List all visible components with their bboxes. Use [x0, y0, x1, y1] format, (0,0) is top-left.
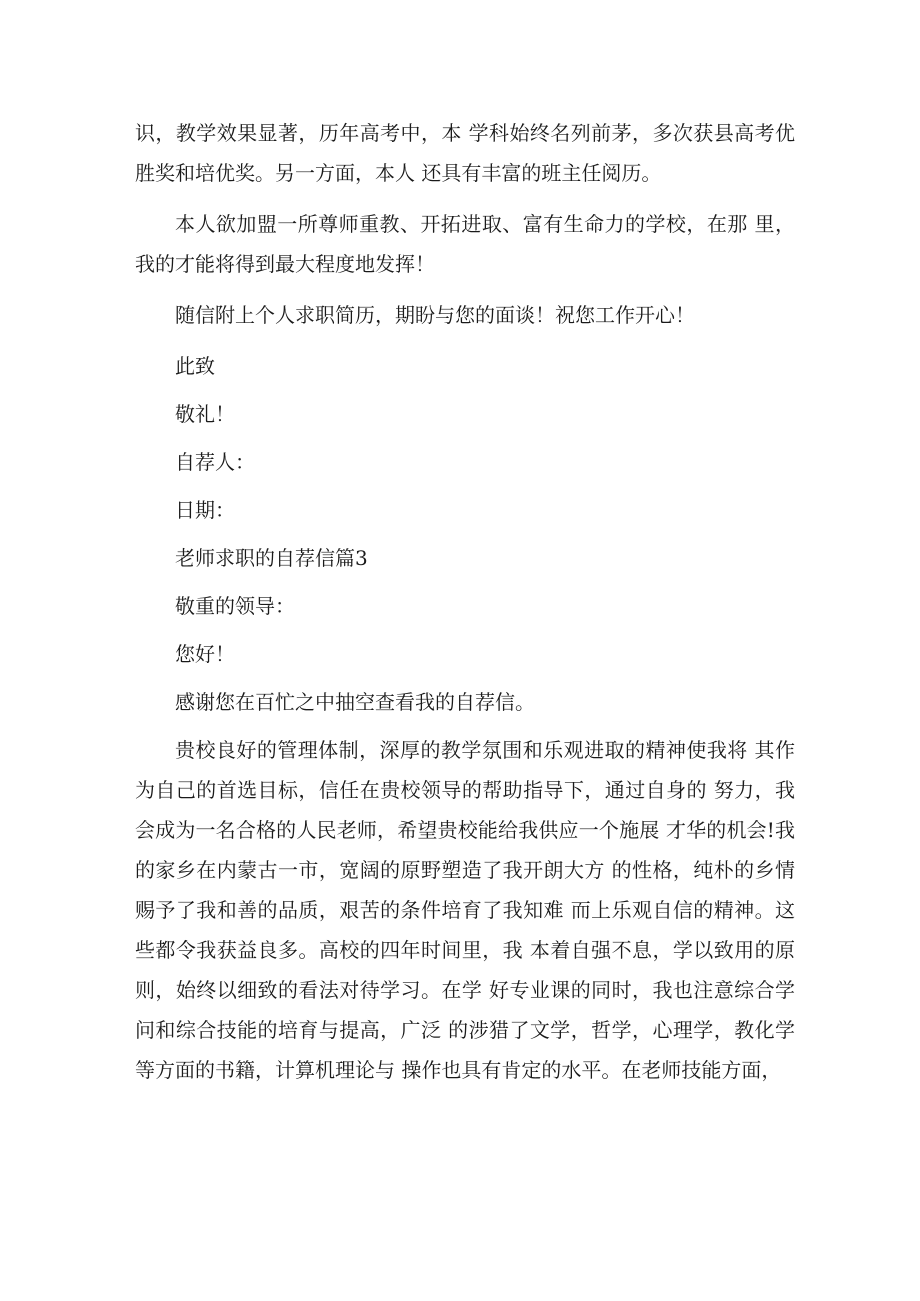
closing-line-1: 此致	[175, 354, 215, 378]
paragraph-main: 贵校良好的管理体制，深厚的教学氛围和乐观进取的精神使我将 其作为自己的首选目标，信任在贵校领导的帮助指导下，通过自身的 努力，我会成为一名合格的人民老师，希望贵校能给我供应一个施展 才华的机会!我的家乡在内蒙古一市，宽阔的原野塑造了我开朗大方 的性格，纯朴的乡情赐予了我和善的品质，艰苦的条件培育了我知难 而上乐观自信的精神。这些都令我获益良多。高校的四年时间里，我 本着自强不息，学以致用的原则，始终以细致的看法对待学习。在学 好专业课的同时，我也注意综合学问和综合技能的培育与提高，广泛 的涉猎了文学，哲学，心理学，教化学等方面的书籍，计算机理论与 操作也具有肯定的水平。在老师技能方面，	[135, 738, 795, 1082]
salutation: 敬重的领导：	[175, 594, 295, 618]
paragraph-continuation: 识，教学效果显著，历年高考中，本 学科始终名列前茅，多次获县高考优胜奖和培优奖。另一方面，本人 还具有丰富的班主任阅历。	[135, 121, 795, 185]
section-heading: 老师求职的自荐信篇3	[175, 546, 368, 570]
paragraph-resume-attached: 随信附上个人求职简历，期盼与您的面谈！祝您工作开心！	[175, 303, 695, 327]
closing-line-2: 敬礼！	[175, 402, 235, 426]
date-label: 日期：	[175, 498, 235, 522]
thanks-line: 感谢您在百忙之中抽空查看我的自荐信。	[175, 690, 535, 714]
greeting: 您好！	[175, 642, 235, 666]
paragraph-school-aspiration: 本人欲加盟一所尊师重教、开拓进取、富有生命力的学校，在那 里，我的才能将得到最大程度地发挥！	[135, 212, 795, 276]
document-body	[135, 113, 795, 1101]
signer-label: 自荐人：	[175, 450, 255, 474]
